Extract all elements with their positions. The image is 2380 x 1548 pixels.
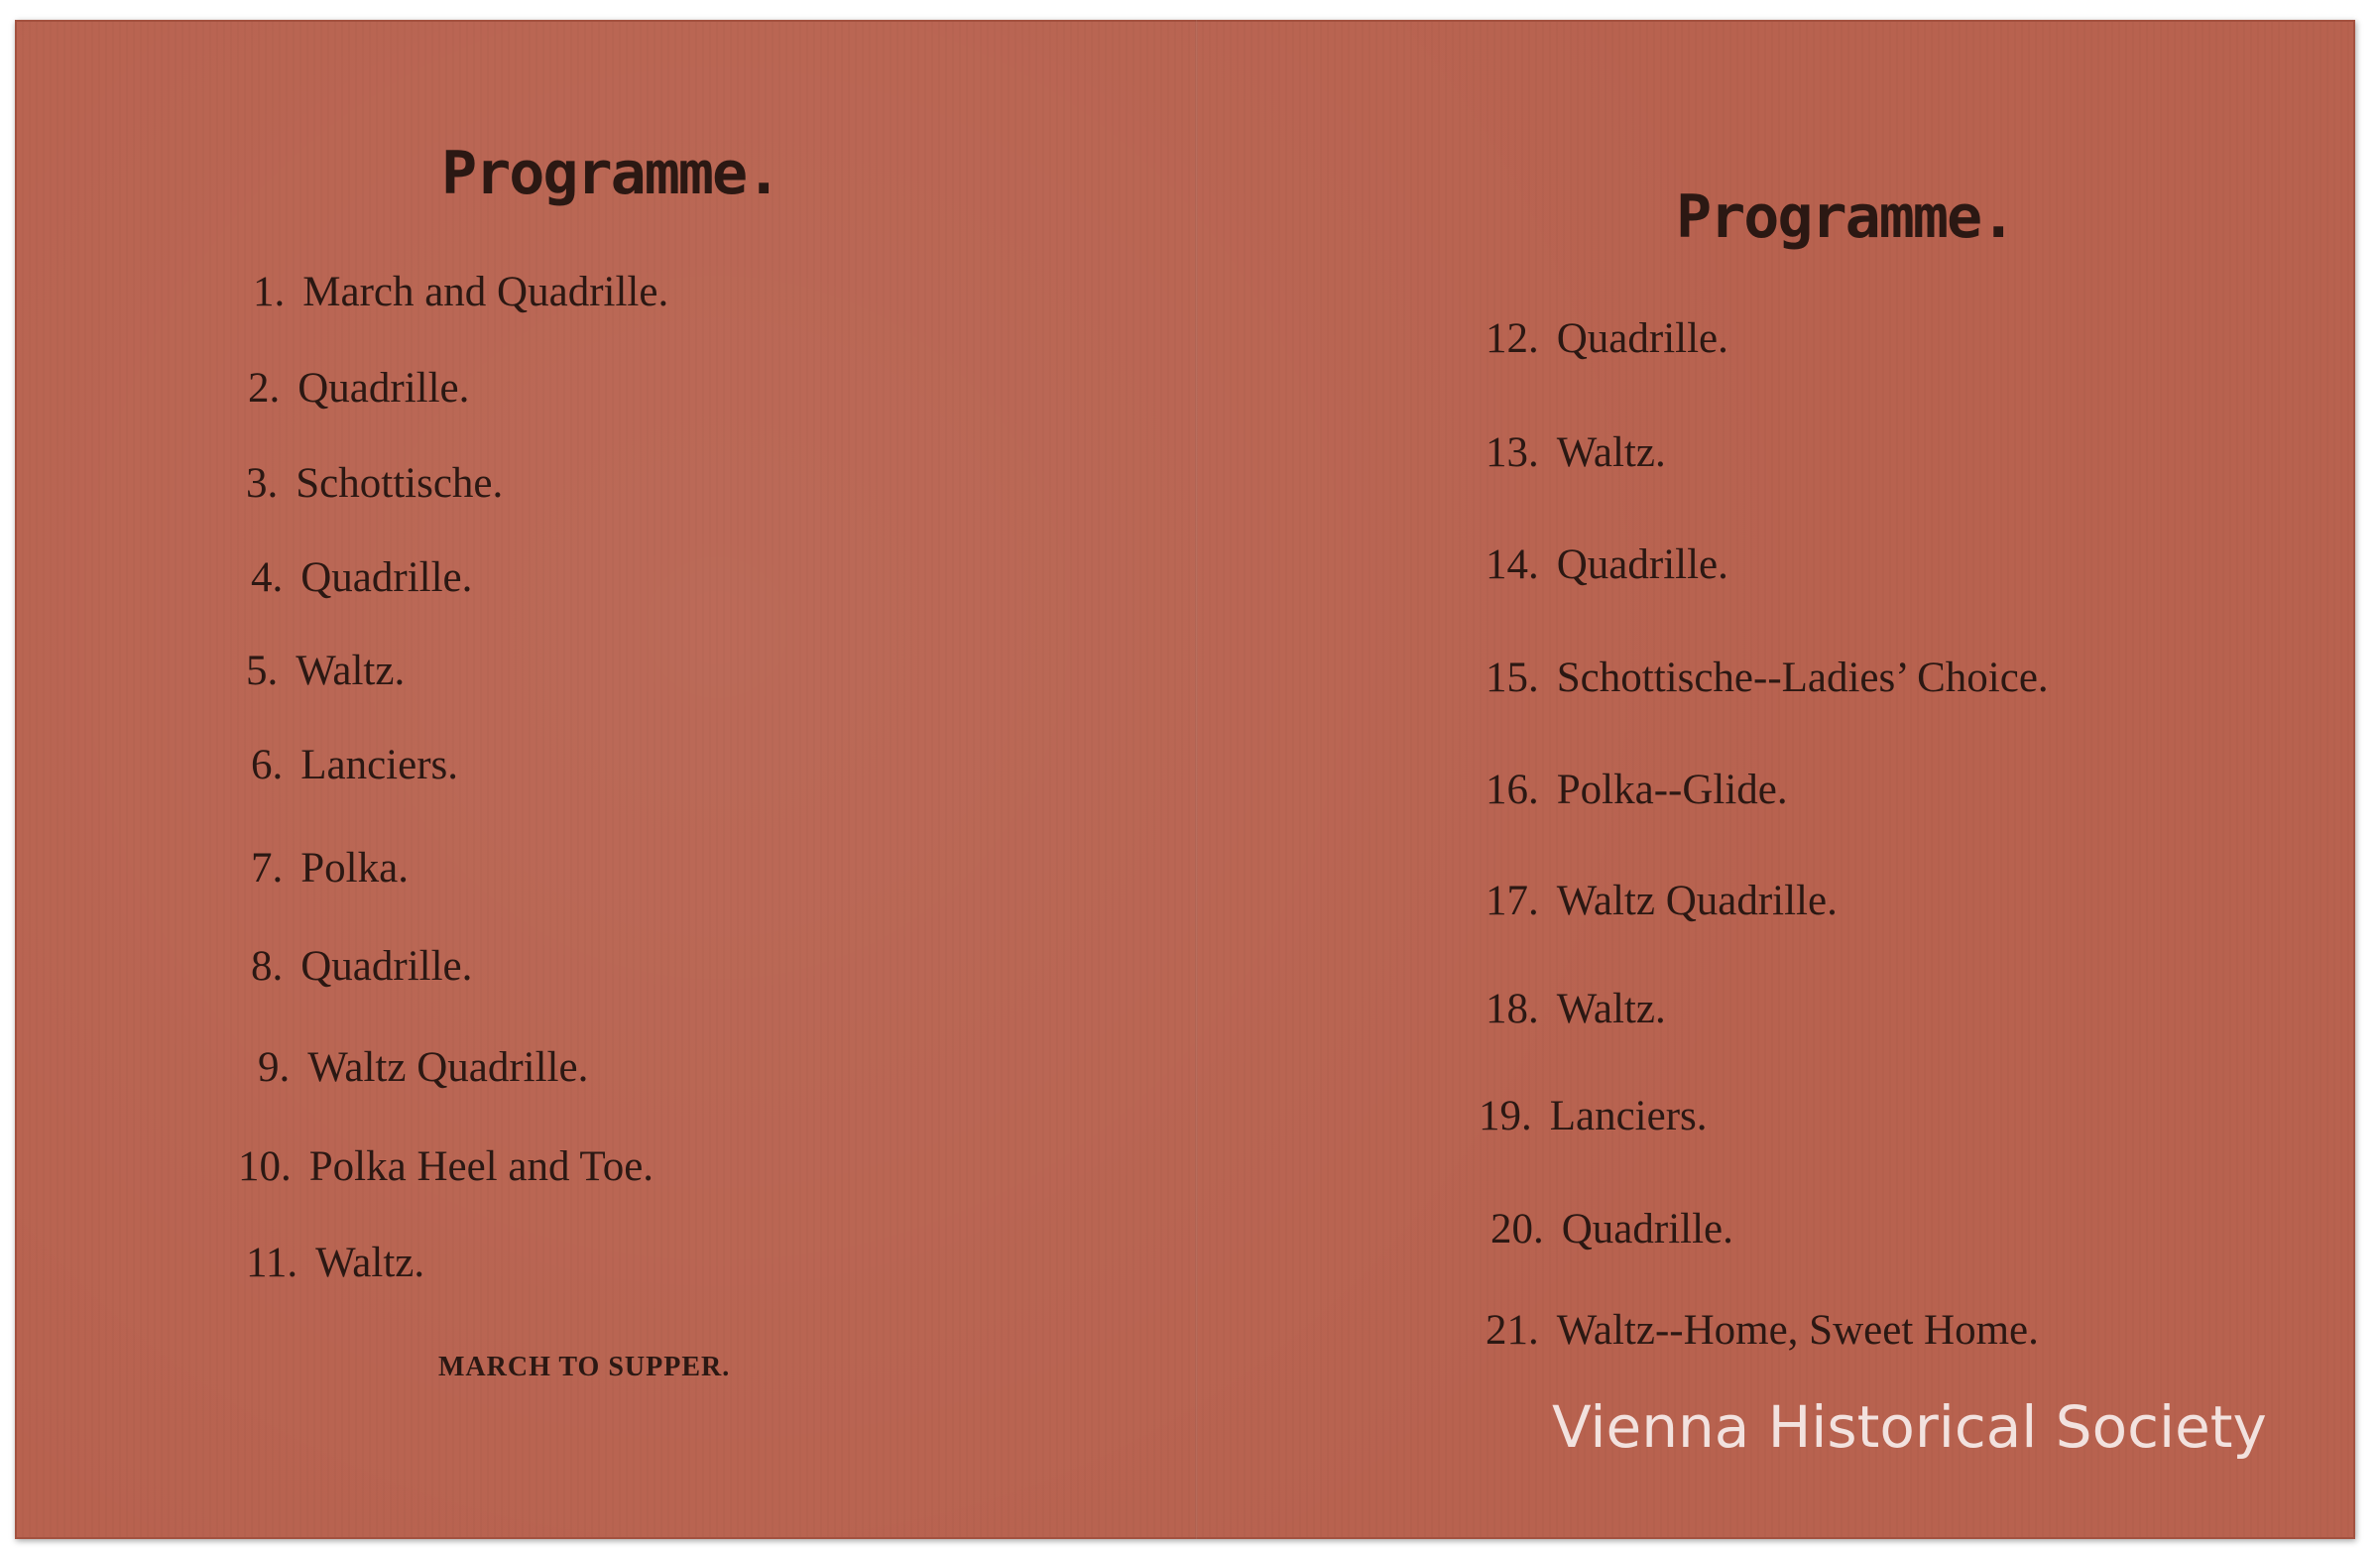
programme-item [1486,428,1666,477]
item-label: Polka--Glide. [1556,767,1788,813]
programme-item [1486,314,1728,363]
item-label: Waltz--Home, Sweet Home. [1556,1307,2039,1354]
item-number: 10. [238,1143,292,1190]
right-heading: Programme. [1676,182,2015,252]
programme-item [1486,877,1838,925]
programme-item [1486,1306,2039,1355]
item-label: Waltz. [1556,986,1666,1032]
item-label: Quadrille. [300,943,473,990]
programme-item [251,942,472,991]
item-label: Schottische. [296,460,504,507]
programme-item [246,459,503,508]
item-number: 20. [1490,1206,1544,1252]
item-number: 19. [1479,1093,1532,1139]
item-number: 6. [251,742,284,788]
item-label: Quadrille. [1556,541,1728,588]
programme-item [246,1239,424,1287]
programme-item [251,844,409,893]
left-heading: Programme. [441,139,780,208]
item-label: Lanciers. [1549,1093,1708,1139]
item-label: Schottische--Ladies’ Choice. [1556,655,2049,701]
item-number: 4. [251,554,284,601]
item-label: Polka Heel and Toe. [308,1143,654,1190]
programme-item [246,647,405,695]
item-label: Waltz Quadrille. [307,1044,589,1091]
item-number: 2. [248,365,281,412]
item-label: Waltz. [296,648,406,694]
programme-item [1486,766,1788,814]
item-label: Polka. [300,845,409,892]
march-to-supper-note: MARCH TO SUPPER. [438,1352,731,1382]
item-number: 17. [1486,878,1539,924]
item-number: 18. [1486,986,1539,1032]
item-number: 3. [246,460,279,507]
item-label: Waltz. [1556,429,1666,476]
item-label: Waltz Quadrille. [1556,878,1838,924]
item-label: Quadrille. [1556,315,1728,362]
item-number: 16. [1486,767,1539,813]
programme-item [1486,654,2049,702]
programme-item [251,553,472,602]
item-number: 7. [251,845,284,892]
programme-item [251,741,458,789]
item-number: 15. [1486,655,1539,701]
programme-item [253,268,668,316]
item-number: 9. [258,1044,291,1091]
item-number: 11. [246,1240,298,1286]
left-panel [15,20,1195,1539]
item-label: Lanciers. [300,742,459,788]
item-number: 21. [1486,1307,1539,1354]
programme-item [1486,985,1666,1033]
programme-item [1490,1205,1733,1253]
item-label: Quadrille. [298,365,470,412]
item-label: Quadrille. [300,554,473,601]
right-panel [1198,20,2355,1539]
programme-item [258,1043,588,1092]
item-number: 12. [1486,315,1539,362]
item-label: Quadrille. [1561,1206,1733,1252]
programme-item [238,1142,654,1191]
watermark: Vienna Historical Society [1552,1393,2267,1461]
item-number: 5. [246,648,279,694]
item-number: 13. [1486,429,1539,476]
item-label: March and Quadrille. [302,269,669,315]
programme-item [1486,540,1728,589]
item-number: 14. [1486,541,1539,588]
programme-item [248,364,469,413]
dance-programme-card [15,20,2355,1539]
item-number: 1. [253,269,286,315]
item-label: Waltz. [315,1240,425,1286]
item-number: 8. [251,943,284,990]
programme-item [1479,1092,1708,1140]
